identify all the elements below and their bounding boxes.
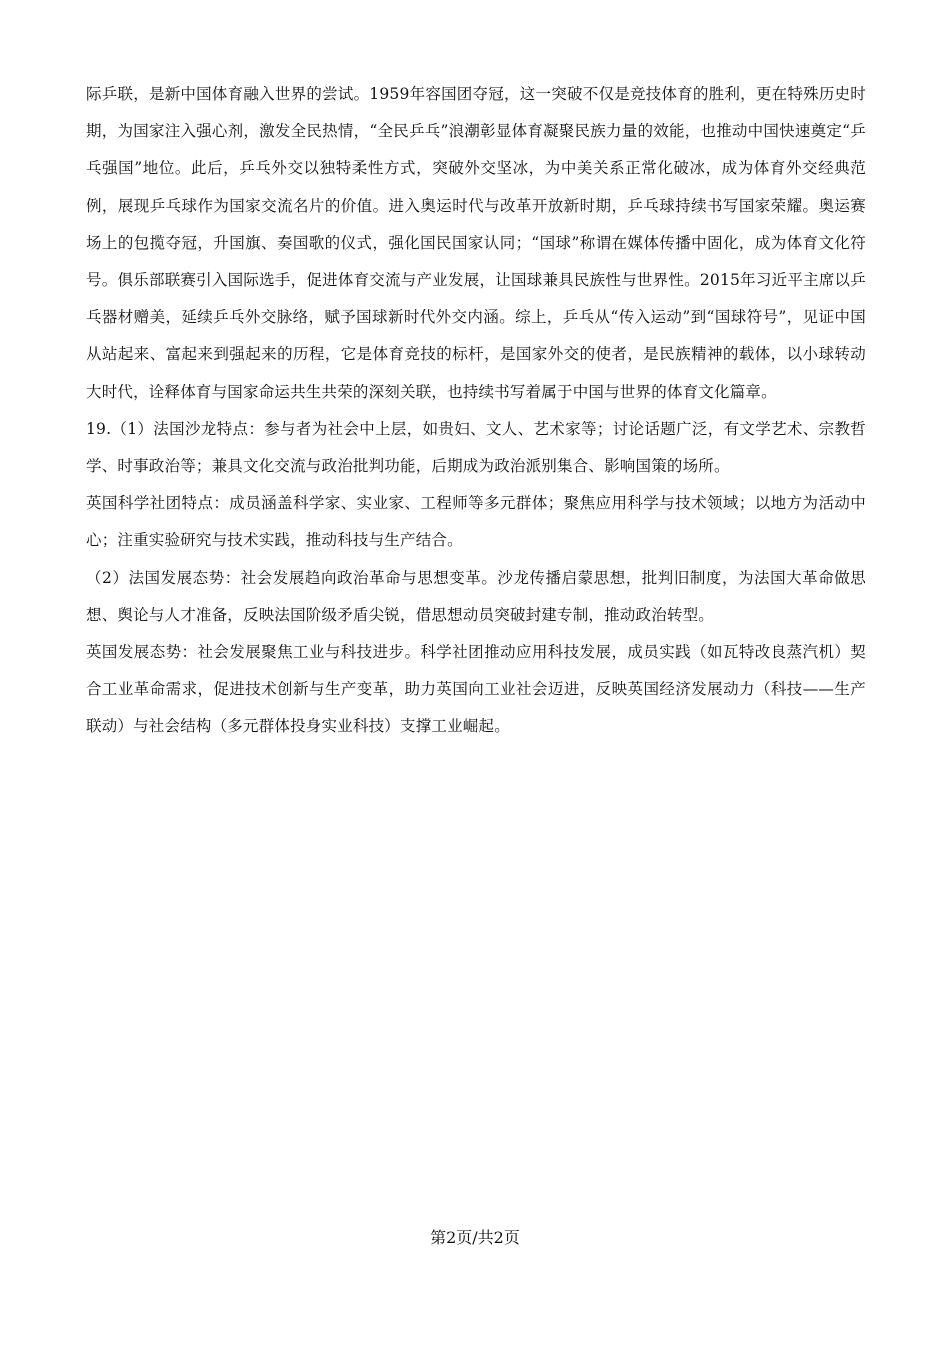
paragraph-q19-part2-france: （2）法国发展态势：社会发展趋向政治革命与思想变革。沙龙传播启蒙思想，批判旧制度，为法国大革命做思想、舆论与人才准备，反映法国阶级矛盾尖锐，借思想动员突破封建专制，推动政治转型。	[86, 568, 866, 624]
paragraph-q19-part1-french-salon: 19.（1）法国沙龙特点：参与者为社会中上层，如贵妇、文人、艺术家等；讨论话题广泛，有文学艺术、宗教哲学、时事政治等；兼具文化交流与政治批判功能，后期成为政治派别集合、影响国策的场所。	[86, 419, 866, 476]
paragraph-table-tennis-essay: 际乒联，是新中国体育融入世界的尝试。1959年容国团夺冠，这一突破不仅是竞技体育的胜利，更在特殊历史时期，为国家注入强心剂，激发全民热情，“全民乒乓”浪潮彰显体育凝聚民族力量的效能，也推动中国快速奠定“乒乓强国”地位。此后，乒乓外交以独特柔性方式，突破外交坚冰，为中美关系正常化破冰，成为体育外交经典范例，展现乒乓球作为国家交流名片的价值。进入奥运时代与改革开放新时期，乒乓球持续书写国家荣耀。奥运赛场上的包揽夺冠，升国旗、奏国歌的仪式，强化国民国家认同；“国球”称谓在媒体传播中固化，成为体育文化符号。俱乐部联赛引入国际选手，促进体育交流与产业发展，让国球兼具民族性与世界性。2015年习近平主席以乒乓器材赠美，延续乒乓外交脉络，赋予国球新时代外交内涵。综上，乒乓从“传入运动”到“国球符号”，见证中国从站起来、富起来到强起来的历程，它是体育竞技的标杆，是国家外交的使者，是民族精神的载体，以小球转动大时代，诠释体育与国家命运共生共荣的深刻关联，也持续书写着属于中国与世界的体育文化篇章。	[86, 85, 866, 401]
paragraph-q19-part1-british-society: 英国科学社团特点：成员涵盖科学家、实业家、工程师等多元群体；聚焦应用科学与技术领域；以地方为活动中心；注重实验研究与技术实践，推动科技与生产结合。	[86, 494, 866, 550]
page-number-footer: 第2页/共2页	[430, 1228, 520, 1247]
paragraph-q19-part2-britain: 英国发展态势：社会发展聚焦工业与科技进步。科学社团推动应用科技发展，成员实践（如瓦特改良蒸汽机）契合工业革命需求，促进技术创新与生产变革，助力英国向工业社会迈进，反映英国经济发展动力（科技——生产联动）与社会结构（多元群体投身实业科技）支撑工业崛起。	[86, 643, 866, 736]
answer-content	[86, 76, 866, 746]
